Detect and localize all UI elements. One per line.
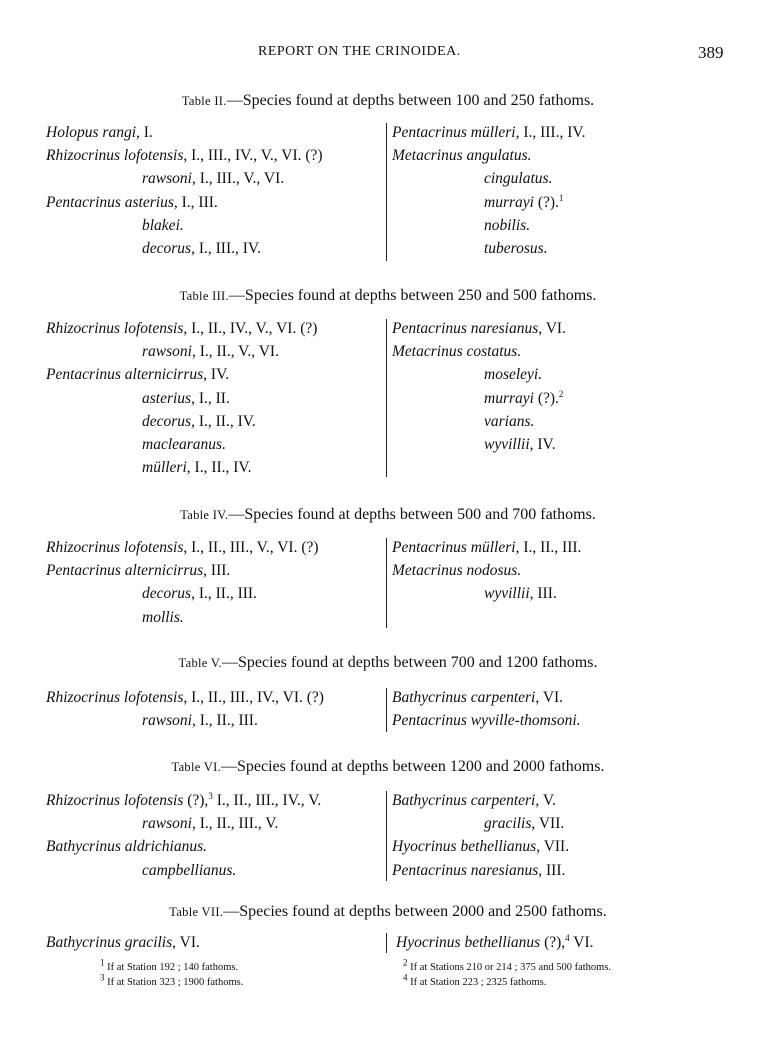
species-name: Rhizocrinus lofotensis: [46, 689, 184, 706]
station-list: , III.: [529, 585, 557, 603]
species-name: murrayi: [484, 193, 534, 211]
species-name: asterius: [142, 389, 192, 407]
footnote-text: If at Station 223 ; 2325 fathoms.: [410, 977, 547, 988]
column-divider: [386, 538, 387, 628]
table-right-column: [396, 931, 594, 954]
station-list: , I., III., V., VI.: [191, 170, 285, 188]
species-name: decorus: [142, 585, 192, 603]
table-row: [46, 237, 323, 260]
column-divider: [386, 791, 387, 881]
station-list: VI.: [569, 934, 594, 951]
table-caption-text: —Species found at depths between 1200 and 2000 fathoms.: [221, 758, 605, 775]
station-list: , III.: [538, 861, 566, 879]
table-caption: [0, 654, 776, 672]
table-row: [46, 709, 324, 732]
table-caption-text: —Species found at depths between 100 and 250 fathoms.: [226, 92, 595, 109]
species-name: Pentacrinus mülleri: [392, 124, 516, 141]
column-divider: [386, 123, 387, 261]
table-row: [392, 317, 566, 340]
station-list: , I., II., IV.: [186, 459, 252, 477]
footnote-mark: 3: [100, 972, 105, 983]
species-name: wyvillii: [484, 435, 530, 453]
table-row: [392, 214, 585, 237]
species-name: wyvillii: [484, 585, 530, 603]
table-row: [392, 144, 585, 167]
table-left-column: [46, 931, 200, 954]
footnote: [100, 972, 244, 990]
table-caption: [0, 92, 776, 110]
footnote-text: If at Station 192 ; 140 fathoms.: [107, 962, 239, 973]
table-caption-text: —Species found at depths between 250 and 500 fathoms.: [228, 287, 597, 304]
species-name: Pentacrinus alternicirrus: [46, 366, 204, 384]
footnote-mark: 1: [558, 192, 564, 203]
species-name: Metacrinus nodosus.: [392, 562, 522, 580]
table-row: [46, 410, 317, 433]
species-name: varians.: [484, 412, 535, 430]
table-left-column: [46, 317, 317, 479]
species-name: Rhizocrinus lofotensis: [46, 147, 184, 165]
station-list: , VI.: [172, 934, 200, 951]
table-label: Table VII.: [169, 905, 224, 919]
species-name: Bathycrinus carpenteri: [392, 689, 536, 706]
species-name: Metacrinus costatus.: [392, 343, 522, 361]
species-name: campbellianus.: [142, 861, 237, 879]
species-name: rawsoni: [142, 815, 192, 833]
station-list: (?),: [183, 792, 209, 809]
species-name: Metacrinus angulatus.: [392, 147, 532, 165]
species-name: Bathycrinus carpenteri: [392, 792, 536, 809]
table-caption-text: —Species found at depths between 2000 and 2500 fathoms.: [223, 903, 607, 920]
table-right-column: [392, 536, 581, 606]
footnote-mark: 4: [565, 932, 570, 943]
footnote-mark: 2: [403, 957, 408, 968]
table-row: [392, 167, 585, 190]
station-list: , I., II.: [191, 389, 230, 407]
species-name: murrayi: [484, 389, 534, 407]
table-row: [392, 433, 566, 456]
table-label: Table II.: [181, 94, 227, 108]
species-name: mollis.: [142, 608, 184, 626]
station-list: , I., III.: [173, 193, 218, 211]
table-left-column: [46, 121, 323, 260]
species-name: moseleyi.: [484, 366, 543, 384]
species-name: Rhizocrinus lofotensis: [46, 792, 184, 809]
table-row: [392, 536, 581, 559]
table-caption: [0, 903, 776, 921]
table-label: Table V.: [178, 656, 222, 670]
table-row: [46, 363, 317, 386]
table-row: [392, 709, 581, 732]
species-name: Pentacrinus naresianus: [392, 861, 539, 879]
table-caption-text: —Species found at depths between 700 and 1200 fathoms.: [221, 654, 598, 671]
table-row: [46, 582, 319, 605]
station-list: , IV.: [529, 435, 556, 453]
footnote-mark: 4: [403, 972, 408, 983]
species-name: nobilis.: [484, 216, 531, 234]
species-name: maclearanus.: [142, 435, 226, 453]
table-right-column: [392, 317, 566, 456]
footnote-mark: 1: [100, 957, 105, 968]
species-name: Rhizocrinus lofotensis: [46, 539, 184, 556]
table-right-column: [392, 789, 569, 882]
table-row: [392, 789, 569, 812]
table-row: [46, 167, 323, 190]
species-name: Hyocrinus bethellianus: [392, 838, 537, 856]
footnote-mark: 3: [208, 790, 213, 801]
column-divider: [386, 933, 387, 953]
station-list: , VI.: [538, 320, 566, 337]
table-row: [46, 606, 319, 629]
species-name: Hyocrinus bethellianus: [396, 934, 541, 951]
station-list: , I., II., III.: [191, 712, 258, 730]
column-divider: [386, 688, 387, 732]
column-divider: [386, 319, 387, 477]
table-left-column: [46, 686, 324, 732]
station-list: , I.: [136, 124, 153, 141]
table-row: [46, 456, 317, 479]
table-row: [392, 582, 581, 605]
table-row: [46, 214, 323, 237]
station-list: , V.: [535, 792, 556, 809]
table-caption: [0, 287, 776, 305]
table-caption: [0, 758, 776, 776]
table-row: [396, 931, 594, 954]
station-list: , I., II., IV., V., VI. (?): [183, 320, 318, 337]
species-name: decorus: [142, 239, 192, 257]
species-name: decorus: [142, 412, 192, 430]
table-caption-text: —Species found at depths between 500 and 700 fathoms.: [228, 506, 596, 523]
station-list: , IV.: [203, 366, 230, 384]
station-list: , I., II., III., IV., VI. (?): [183, 689, 324, 706]
species-name: tuberosus.: [484, 239, 548, 257]
table-row: [46, 144, 323, 167]
table-row: [46, 340, 317, 363]
table-label: Table III.: [179, 289, 229, 303]
station-list: , I., III., IV.: [515, 124, 586, 141]
footnote: [403, 972, 547, 990]
species-name: Holopus rangi: [46, 124, 136, 141]
station-list: , III.: [203, 562, 231, 580]
table-row: [46, 536, 319, 559]
table-row: [46, 789, 321, 812]
table-row: [392, 237, 585, 260]
table-right-column: [392, 121, 585, 260]
table-row: [392, 812, 569, 835]
station-list: , I., II., III., V.: [191, 815, 279, 833]
table-row: [392, 559, 581, 582]
station-list: , I., III., IV.: [191, 239, 261, 257]
table-row: [46, 686, 324, 709]
table-row: [46, 317, 317, 340]
species-name: Pentacrinus asterius: [46, 193, 174, 211]
species-name: rawsoni: [142, 712, 192, 730]
table-row: [392, 686, 581, 709]
species-name: blakei.: [142, 216, 184, 234]
table-row: [392, 191, 585, 214]
table-row: [46, 121, 323, 144]
table-row: [46, 191, 323, 214]
footnote-mark: 2: [558, 388, 564, 399]
footnote: [100, 957, 239, 975]
table-row: [392, 340, 566, 363]
station-list: , VII.: [536, 838, 570, 856]
table-left-column: [46, 536, 319, 629]
table-left-column: [46, 789, 321, 882]
running-title: REPORT ON THE CRINOIDEA.: [258, 44, 461, 59]
station-list: (?).: [533, 193, 559, 211]
table-row: [392, 363, 566, 386]
station-list: , VII.: [531, 815, 565, 833]
station-list: , I., II., III., V., VI. (?): [183, 539, 319, 556]
table-label: Table VI.: [171, 760, 221, 774]
species-name: Pentacrinus mülleri: [392, 539, 516, 556]
footnote: [403, 957, 612, 975]
table-row: [46, 433, 317, 456]
table-row: [46, 559, 319, 582]
species-name: Rhizocrinus lofotensis: [46, 320, 184, 337]
station-list: , I., II., V., VI.: [191, 343, 279, 361]
table-row: [392, 121, 585, 144]
station-list: , I., II., IV.: [191, 412, 256, 430]
station-list: (?),: [540, 934, 566, 951]
table-row: [46, 931, 200, 954]
station-list: , VI.: [535, 689, 564, 706]
station-list: (?).: [533, 389, 559, 407]
species-name: Pentacrinus naresianus: [392, 320, 539, 337]
table-caption: [0, 506, 776, 524]
table-row: [392, 859, 569, 882]
species-name: mülleri: [142, 459, 187, 477]
species-name: rawsoni: [142, 170, 192, 188]
species-name: Pentacrinus wyville-thomsoni.: [392, 712, 581, 730]
table-row: [46, 812, 321, 835]
species-name: Bathycrinus gracilis: [46, 934, 173, 951]
station-list: , I., II., III.: [515, 539, 582, 556]
station-list: I., II., III., IV., V.: [212, 792, 322, 809]
page-number: 389: [698, 43, 724, 62]
table-row: [46, 835, 321, 858]
table-label: Table IV.: [180, 508, 229, 522]
station-list: , I., III., IV., V., VI. (?): [183, 147, 323, 165]
table-row: [46, 387, 317, 410]
station-list: , I., II., III.: [191, 585, 257, 603]
table-row: [46, 859, 321, 882]
footnote-text: If at Station 323 ; 1900 fathoms.: [107, 977, 244, 988]
table-row: [392, 835, 569, 858]
page-header: [0, 44, 776, 66]
table-right-column: [392, 686, 581, 732]
species-name: rawsoni: [142, 343, 192, 361]
footnote-text: If at Stations 210 or 214 ; 375 and 500 fathoms.: [410, 962, 612, 973]
table-row: [392, 387, 566, 410]
table-row: [392, 410, 566, 433]
species-name: cingulatus.: [484, 170, 553, 188]
species-name: Pentacrinus alternicirrus: [46, 562, 204, 580]
species-name: Bathycrinus aldrichianus.: [46, 838, 208, 856]
species-name: gracilis: [484, 815, 532, 833]
